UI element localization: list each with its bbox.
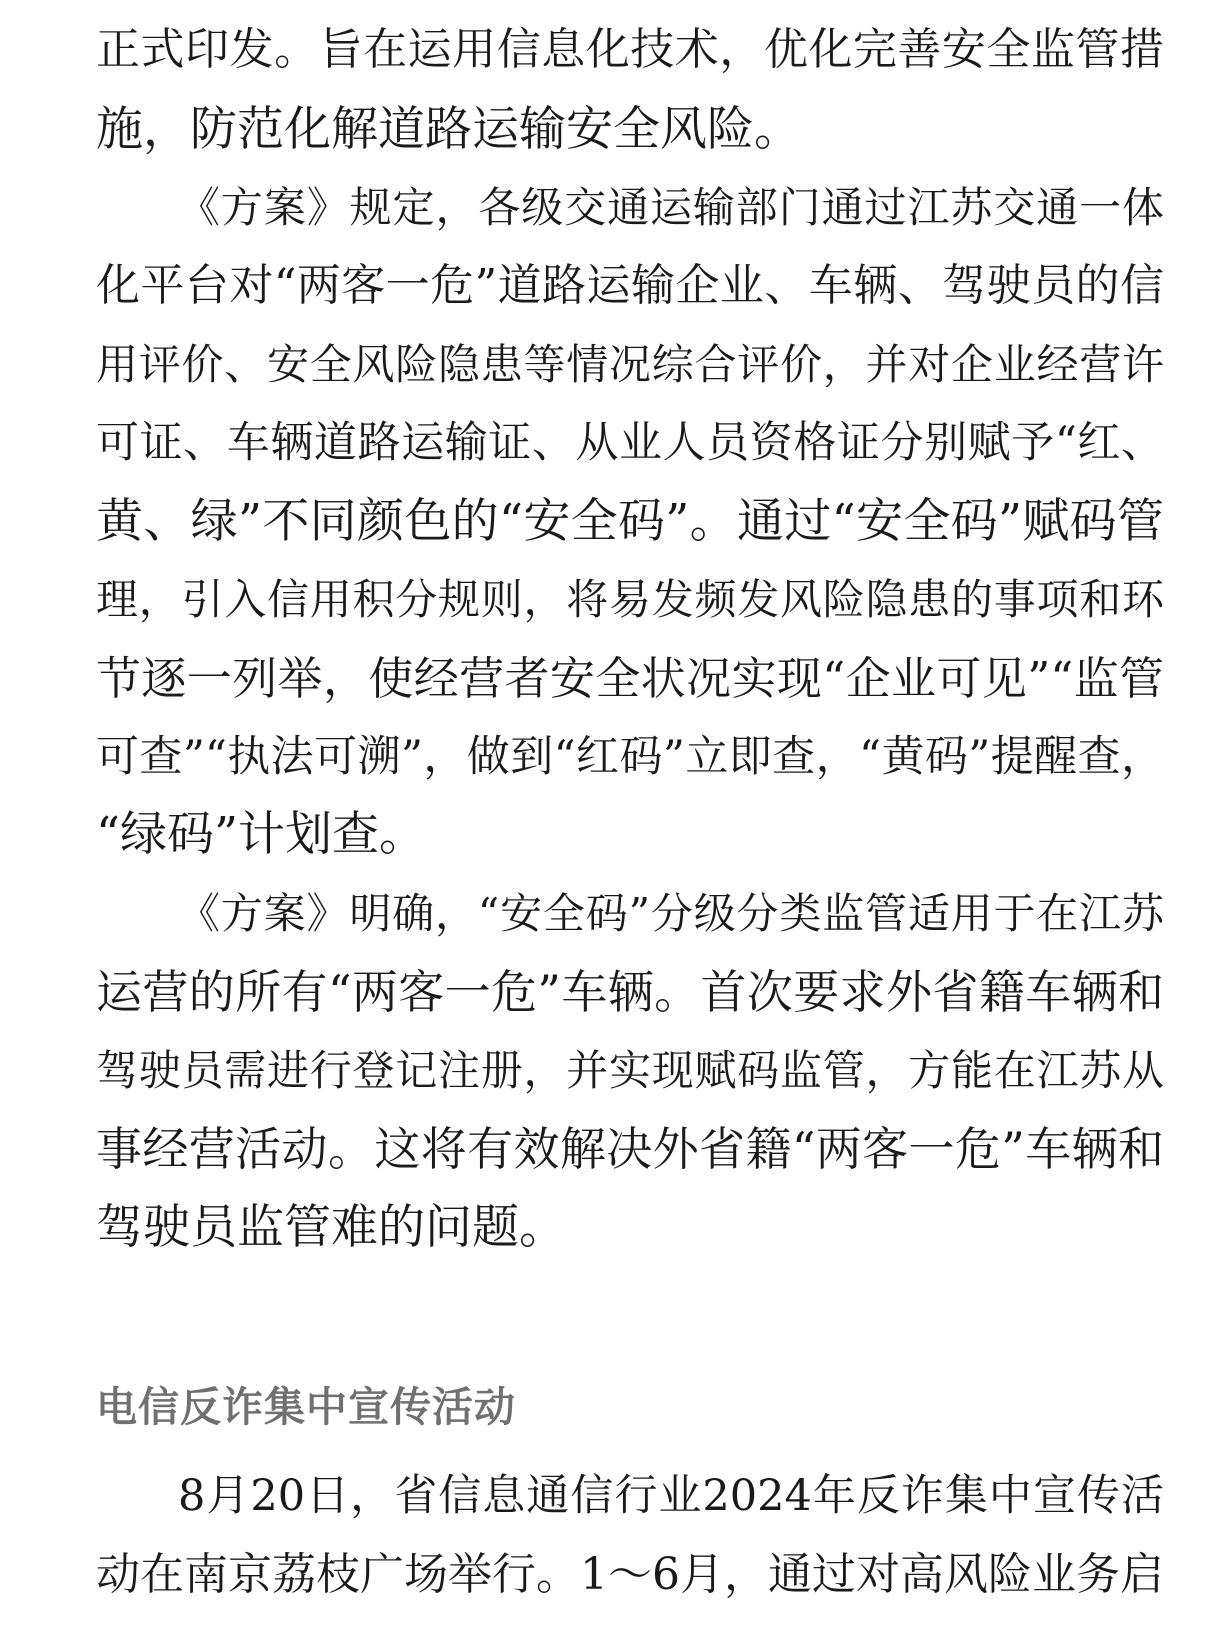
text-line: 节逐一列举，使经营者安全状况实现“企业可见”“监管 [96, 652, 1164, 705]
text-line: 正式印发。旨在运用信息化技术，优化完善安全监管措 [96, 24, 1164, 75]
text-line: 《方案》规定，各级交通运输部门通过江苏交通一体 [178, 183, 1164, 232]
text-line: 黄、绿”不同颜色的“安全码”。通过“安全码”赋码管 [96, 494, 1164, 549]
text-line: 可证、车辆道路运输证、从业人员资格证分别赋予“红、 [96, 418, 1164, 468]
text-line: 《方案》明确，“安全码”分级分类监管适用于在江苏 [178, 889, 1164, 938]
text-line: 化平台对“两客一危”道路运输企业、车辆、驾驶员的信 [96, 260, 1164, 311]
text-line: 8月20日，省信息通信行业2024年反诈集中宣传活 [178, 1471, 1164, 1521]
text-line: 动在南京荔枝广场举行。1～6月，通过对高风险业务启 [96, 1549, 1164, 1600]
section-heading: 电信反诈集中宣传活动 [96, 1383, 516, 1431]
text-line: “绿码”计划查。 [96, 807, 427, 862]
text-line: 用评价、安全风险隐患等情况综合评价，并对企业经营许 [96, 340, 1164, 389]
text-line: 事经营活动。这将有效解决外省籍“两客一危”车辆和 [96, 1122, 1164, 1176]
text-line: 驾驶员监管难的问题。 [96, 1200, 566, 1255]
text-line: 可查”“执法可溯”，做到“红码”立即查，“黄码”提醒查， [96, 732, 1164, 782]
text-line: 理，引入信用积分规则，将易发频发风险隐患的事项和环 [96, 575, 1164, 624]
text-line: 施，防范化解道路运输安全风险。 [96, 102, 801, 157]
text-line: 驾驶员需进行登记注册，并实现赋码监管，方能在江苏从 [96, 1046, 1164, 1095]
text-line: 运营的所有“两客一危”车辆。首次要求外省籍车辆和 [96, 965, 1164, 1019]
